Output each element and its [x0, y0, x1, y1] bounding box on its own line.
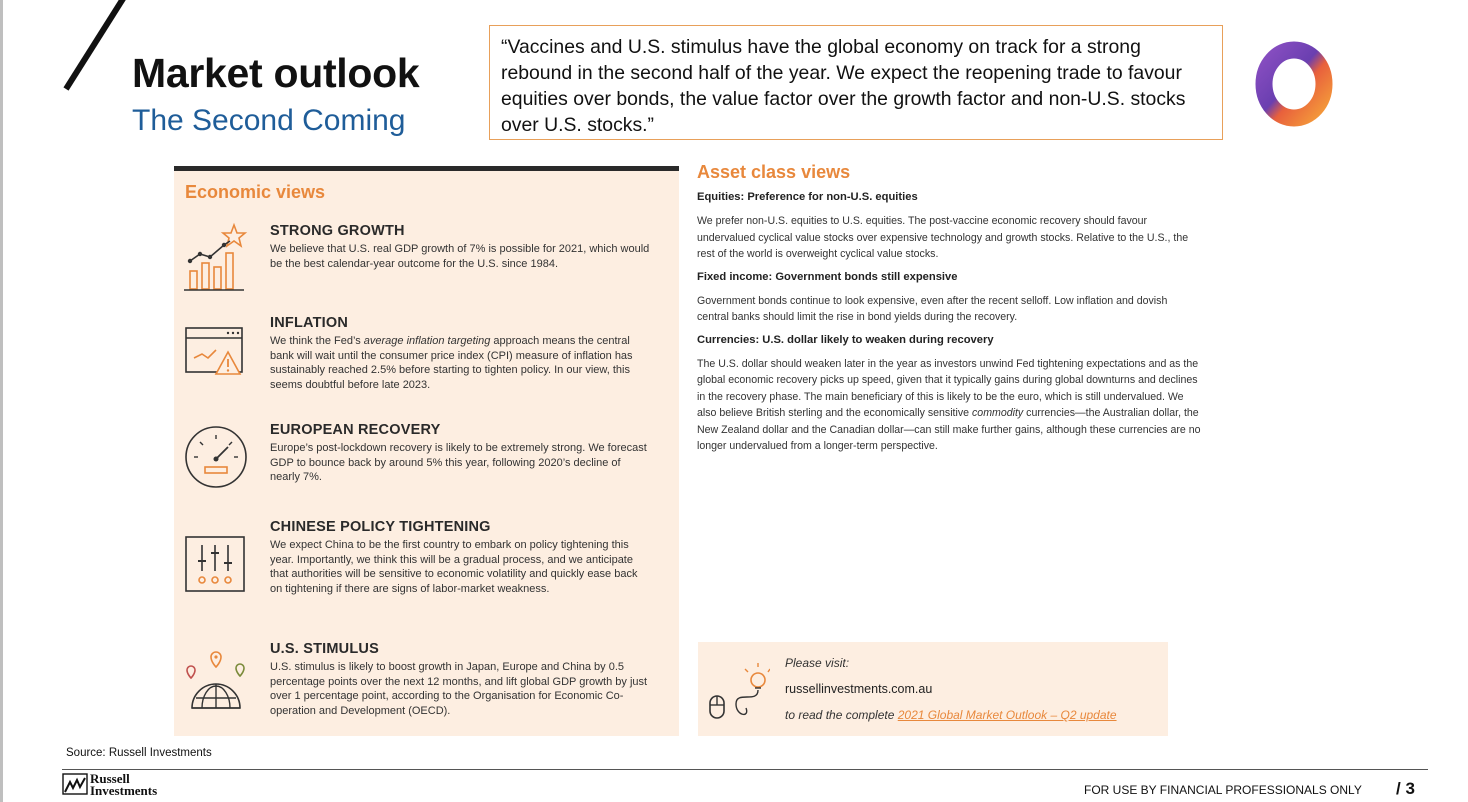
emphasis-text: average inflation targeting: [363, 335, 491, 347]
russell-logo-icon: [62, 773, 88, 795]
econ-item-title: STRONG GROWTH: [270, 223, 405, 239]
ring-logo-icon: [1250, 38, 1340, 128]
asset-class-views: [697, 162, 1202, 463]
visit-box: [698, 642, 1168, 736]
asset-subheading: Equities: Preference for non-U.S. equities: [697, 191, 918, 203]
text-span: We think the Fed’s: [270, 335, 364, 347]
brand-name: [90, 773, 157, 797]
econ-item-body: Europe’s post-lockdown recovery is likely to be extremely strong. We forecast GDP to bounce back by around 5% this year, following 2020’s decline of nearly 7%.: [270, 442, 647, 484]
source-note: Source: Russell Investments: [66, 747, 212, 759]
text-span: approach means the central bank will wait until the consumer price index (CPI) measure of inflation has sustainably reached 2.5% before starting to tighten policy. In our view, this seems doubtful before late 2023.: [270, 335, 633, 391]
economic-views-heading: Economic views: [185, 182, 326, 202]
asset-subheading: Fixed income: Government bonds still expensive: [697, 270, 958, 283]
asset-subheading: Currencies: U.S. dollar likely to weaken during recovery: [697, 333, 994, 346]
mouse-lightbulb-icon: [706, 660, 770, 724]
page-subtitle: The Second Coming: [132, 104, 406, 137]
econ-item-title: INFLATION: [270, 315, 349, 331]
econ-item-strong-growth: [270, 223, 650, 271]
econ-item-body: We expect China to be the first country to embark on policy tightening this year. Importantly, we think this will be a gradual process, and we anticipate that authorities will be sensitive to economic volatility and quickly ease back on tightening if there are signs of labor-market weakness.: [270, 539, 638, 595]
econ-item-title: U.S. STIMULUS: [270, 641, 379, 657]
growth-chart-icon: [182, 221, 248, 293]
economic-views-panel: [174, 166, 679, 736]
asset-body: Government bonds continue to look expensive, even after the recent selloff. Low inflation and dovish central banks should limit the rise in bond yields during the recovery.: [697, 294, 1168, 323]
inflation-warning-icon: [182, 324, 248, 380]
page-number: / 3: [1396, 779, 1415, 798]
asset-body: We prefer non-U.S. equities to U.S. equities. The post-vaccine economic recovery should favour undervalued cyclical value stocks over expensive technology and growth stocks. Relative to the U.S., the rest of the world is overweight cyclical value stocks.: [697, 215, 1189, 260]
text-span: currencies—the Australian dollar, the New Zealand dollar and the Canadian dollar—can still make further gains, although these currencies are no longer undervalued from a longer-term perspective.: [697, 407, 1201, 452]
brand-line: Investments: [90, 783, 158, 798]
left-edge-border: [0, 0, 3, 802]
sliders-icon: [182, 533, 248, 595]
outlook-link[interactable]: 2021 Global Market Outlook – Q2 update: [897, 708, 1117, 722]
text-span: to read the complete: [785, 708, 898, 722]
econ-item-european-recovery: [270, 422, 650, 485]
russell-investments-logo: [62, 771, 158, 800]
emphasis-text: commodity: [972, 407, 1024, 419]
visit-line: [785, 708, 1117, 722]
visit-prompt: Please visit:: [785, 656, 850, 670]
econ-item-title: EUROPEAN RECOVERY: [270, 422, 441, 438]
quote-box: “Vaccines and U.S. stimulus have the global economy on track for a strong rebound in the second half of the year. We expect the reopening trade to favour equities over bonds, the value factor over the growth factor and non-U.S. stocks over U.S. stocks.”: [489, 25, 1223, 140]
econ-item-chinese-policy: [270, 519, 650, 596]
footer-divider: [62, 769, 1428, 770]
brand-line: Russell: [90, 771, 130, 786]
econ-item-inflation: [270, 315, 650, 392]
econ-item-title: CHINESE POLICY TIGHTENING: [270, 519, 491, 535]
slash-decoration: [58, 0, 138, 94]
econ-item-body: We believe that U.S. real GDP growth of 7% is possible for 2021, which would be the best calendar-year outcome for the U.S. since 1984.: [270, 243, 650, 270]
disclaimer: FOR USE BY FINANCIAL PROFESSIONALS ONLY: [1084, 783, 1362, 797]
asset-class-heading: Asset class views: [697, 162, 851, 182]
econ-item-us-stimulus: [270, 641, 650, 718]
page-title: Market outlook: [132, 50, 420, 96]
visit-url[interactable]: russellinvestments.com.au: [785, 682, 933, 696]
gauge-icon: [182, 423, 248, 489]
econ-item-body: [270, 334, 650, 392]
asset-body: [697, 356, 1202, 455]
text-span: The U.S. dollar should weaken later in the year as investors unwind Fed tightening expectations and as the global economic recovery picks up speed, given that it typically gains during global downturns and declines in the recovery phase. The main beneficiary of this is likely to be the euro, which is still undervalued. We also believe British sterling and the economically sensitive: [697, 357, 1199, 419]
globe-pins-icon: [182, 648, 248, 714]
econ-item-body: U.S. stimulus is likely to boost growth in Japan, Europe and China by 0.5 percentage points over the next 12 months, and lift global GDP growth by just over 1 percentage point, according to the Organisation for Economic Co-operation and Development (OECD).: [270, 661, 648, 717]
